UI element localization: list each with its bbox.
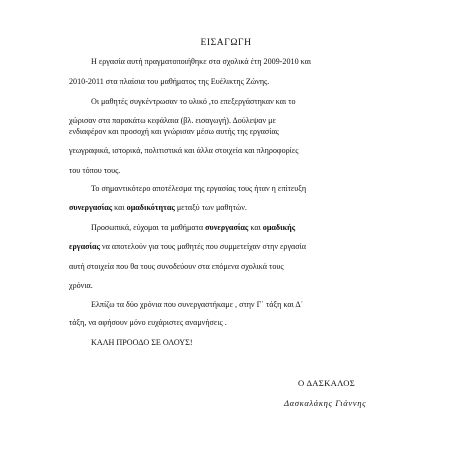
paragraph-3-line-2 xyxy=(69,203,247,213)
paragraph-2-line-3: ενδιαφέρον και προσοχή και γνώρισαν μέσω αυτής της εργασίας xyxy=(69,127,279,136)
paragraph-4-line-1 xyxy=(91,223,295,233)
paragraph-5-line-1: Ελπίζω τα δύο χρόνια που συνεργαστήκαμε , στην Γ΄ τάξη και Δ΄ xyxy=(91,300,304,309)
closing-line: ΚΑΛΗ ΠΡΟΟΔΟ ΣΕ ΟΛΟΥΣ! xyxy=(91,338,193,347)
signature-name: Δασκαλάκης Γιάννης xyxy=(284,398,367,408)
paragraph-2-line-1: Οι μαθητές συγκέντρωσαν το υλικό ,το επεξεργάστηκαν και το xyxy=(91,97,296,106)
paragraph-4-line-2 xyxy=(69,242,306,252)
paragraph-4-line-3: αυτή στοιχεία που θα τους συνοδεύουν στα επόμενα σχολικά τους xyxy=(69,262,284,271)
paragraph-2-line-2: χώρισαν στα παρακάτω κεφάλαια (βλ. εισαγωγή). Δούλεψαν με xyxy=(69,116,276,125)
paragraph-3-line-1: Το σημαντικότερο αποτέλεσμα της εργασίας τους ήταν η επίτευξη xyxy=(91,184,307,193)
paragraph-2-line-4: γεωγραφικά, ιστορικά, πολιτιστικά και άλλα στοιχεία και πληροφορίες xyxy=(69,146,299,155)
text-segment: μεταξύ των μαθητών. xyxy=(174,203,247,212)
paragraph-5-line-2: τάξη, να αφήσουν μόνο ευχάριστες αναμνήσεις . xyxy=(69,318,227,327)
bold-word-work: εργασίας xyxy=(69,242,100,251)
page-title: ΕΙΣΑΓΩΓΗ xyxy=(200,38,252,48)
signature-title: Ο ΔΑΣΚΑΛΟΣ xyxy=(298,378,356,388)
paragraph-1-line-1: Η εργασία αυτή πραγματοποιήθηκε στα σχολικά έτη 2009-2010 και xyxy=(91,57,312,66)
bold-word-teamwork: ομαδικότητας xyxy=(126,203,175,212)
bold-word-cooperation: συνεργασίας xyxy=(69,203,113,212)
paragraph-1-line-2: 2010-2011 στα πλαίσια του μαθήματος της Ευέλικτης Ζώνης. xyxy=(69,77,270,86)
text-segment: Προσωπικά, εύχομαι τα μαθήματα xyxy=(91,223,206,232)
paragraph-4-line-4: χρόνια. xyxy=(69,281,93,290)
text-segment: και xyxy=(248,223,263,232)
bold-word-cooperation: συνεργασίας xyxy=(205,223,249,232)
bold-word-group: ομαδικής xyxy=(262,223,296,232)
paragraph-2-line-5: του τόπου τους. xyxy=(69,166,121,175)
text-segment: να αποτελούν για τους μαθητές που συμμετείχαν στην εργασία xyxy=(99,242,307,251)
text-segment: και xyxy=(112,203,127,212)
